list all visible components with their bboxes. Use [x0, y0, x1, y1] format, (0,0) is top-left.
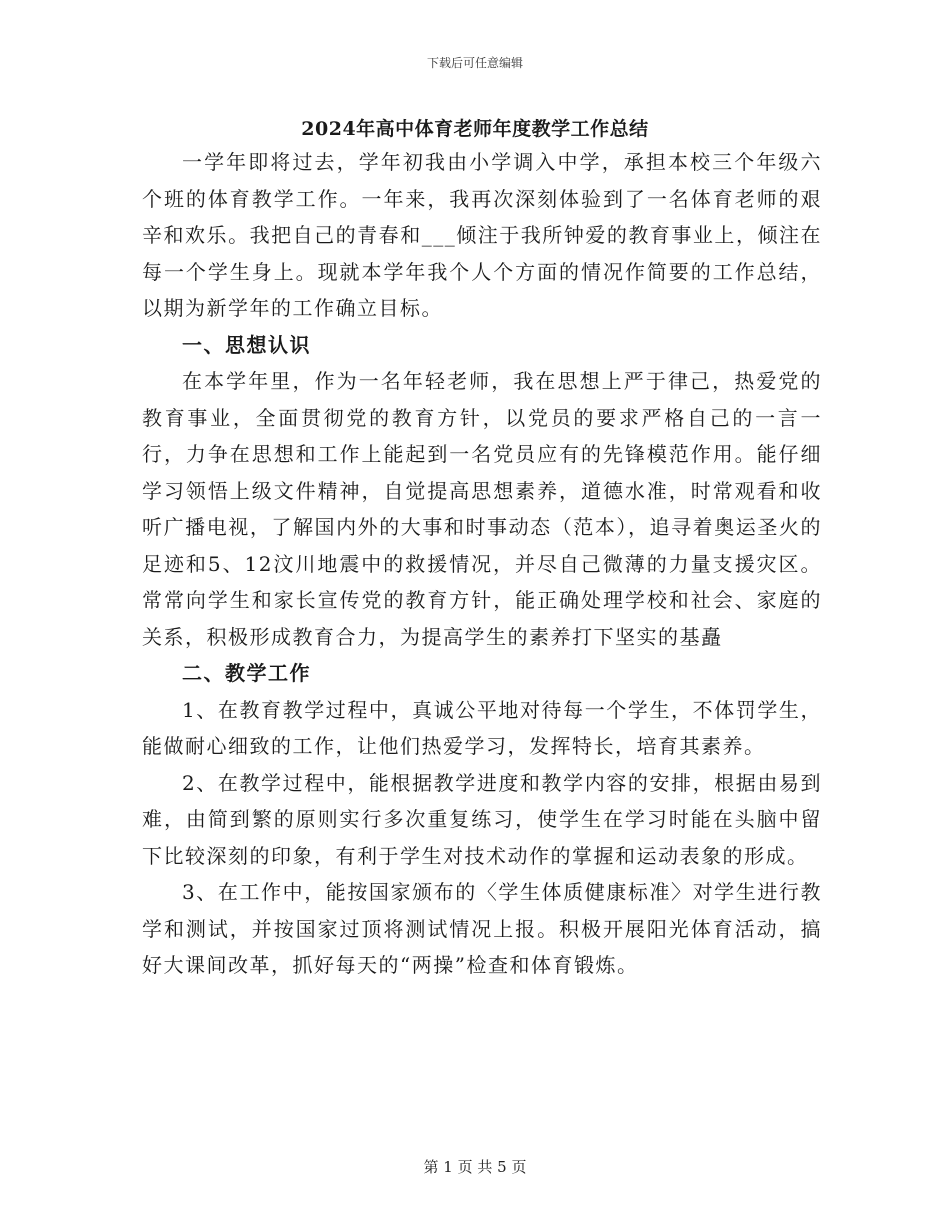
section-paragraph-thought: 在本学年里，作为一名年轻老师，我在思想上严于律己，热爱党的教育事业，全面贯彻党的教育方针，以党员的要求严格自己的一言一行，力争在思想和工作上能起到一名党员应有的先锋模范作用。能仔细学习领悟上级文件精神，自觉提高思想素养，道德水准，时常观看和收听广播电视，了解国内外的大事和时事动态（范本），追寻着奥运圣火的足迹和5、12汶川地震中的救援情况，并尽自己微薄的力量支援灾区。常常向学生和家长宣传党的教育方针，能正确处理学校和社会、家庭的关系，积极形成教育合力，为提高学生的素养打下坚实的基矗: [142, 369, 822, 649]
page-number: 第 1 页 共 5 页: [423, 1158, 527, 1176]
document-body: [142, 144, 822, 984]
document-title: 2024年高中体育老师年度教学工作总结: [301, 118, 649, 140]
section-heading-thought: 一、思想认识: [182, 332, 311, 357]
intro-paragraph: 一学年即将过去，学年初我由小学调入中学，承担本校三个年级六个班的体育教学工作。一年来，我再次深刻体验到了一名体育老师的艰辛和欢乐。我把自己的青春和___倾注于我所钟爱的教育事业上，倾注在每一个学生身上。现就本学年我个人个方面的情况作简要的工作总结，以期为新学年的工作确立目标。: [142, 150, 822, 320]
teaching-item-2: 2、在教学过程中，能根据教学进度和教学内容的安排，根据由易到难，由简到繁的原则实行多次重复练习，使学生在学习时能在头脑中留下比较深刻的印象，有利于学生对技术动作的掌握和运动表象的形成。: [142, 770, 822, 868]
teaching-item-1: 1、在教育教学过程中，真诚公平地对待每一个学生，不体罚学生，能做耐心细致的工作，让他们热爱学习，发挥特长，培育其素养。: [142, 697, 822, 758]
page-header-note: 下载后可任意编辑: [426, 56, 523, 70]
section-heading-teaching: 二、教学工作: [182, 661, 311, 685]
teaching-item-3: 3、在工作中，能按国家颁布的〈学生体质健康标准〉对学生进行教学和测试，并按国家过顶将测试情况上报。积极开展阳光体育活动，搞好大课间改革，抓好每天的“两操”检查和体育锻炼。: [142, 880, 822, 977]
